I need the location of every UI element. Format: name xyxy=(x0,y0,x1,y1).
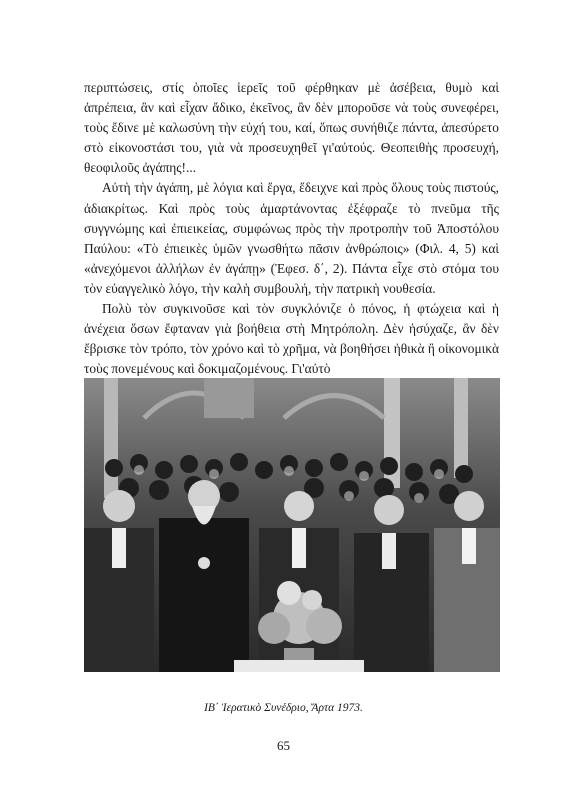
page-number: 65 xyxy=(277,738,290,753)
paragraph-1: περιπτώσεις, στίς ὁποῖες ἱερεῖς τοῦ φέρθηκαν μὲ ἀσέβεια, θυμὸ καὶ ἀπρέπεια, ἂν καὶ εἶχαν ἄδικο, ἐκεῖνος, ἂν δὲν μποροῦσε νὰ τοὺς συνεφέρει, τοὺς ἔδινε μὲ καλωσύνη τὴν εὐχή του, καί, ὅπως συνήθιζε πάντα, ἀπεσύρετο στὸ εἰκονοστάσι του, γιὰ νὰ προσευχηθεῖ γι'αὐτούς. Θεοπειθὴς προσευχή, θεοφιλοῦς ἀγάπης!... xyxy=(84,80,499,176)
figure-caption: ΙΒ΄ Ἱερατικὸ Συνέδριο, Ἄρτα 1973. xyxy=(204,702,363,714)
paragraph-2: Αὐτὴ τὴν ἀγάπη, μὲ λόγια καὶ ἔργα, ἔδειχνε καὶ πρὸς ὅλους τοὺς πιστούς, ἀδιακρίτως. Καὶ πρὸς τοὺς ἁμαρτάνοντας ἐξέφραζε τὸ πνεῦμα τῆς συγγνώμης καὶ ἐπιεικείας, συμφώνως πρὸς τὴν προτροπὴν τοῦ Ἀποστόλου Παύλου: «Τὸ ἐπιεικὲς ὑμῶν γνωσθήτω πᾶσιν ἀνθρώποις» (Φιλ. 4, 5) καὶ «ἀνεχόμενοι ἀλλήλων ἐν ἀγάπῃ» (Ἐφεσ. δ΄, 2). Πάντα εἶχε στὸ στόμα του τὸν εὐαγγελικὸ λόγο, τὴν καλὴ συμβουλή, τὴν πατρικὴ νουθεσία. xyxy=(84,180,499,296)
paragraph-3: Πολὺ τὸν συγκινοῦσε καὶ τὸν συγκλόνιζε ὁ πόνος, ἡ φτώχεια καὶ ἡ ἀνέχεια ὅσων ἔφταναν γιὰ βοήθεια στὴ Μητρόπολη. Δὲν ἡσύχαζε, ἂν δὲν ἔβρισκε τὸν τρόπο, τὸν χρόνο καὶ τὸ χρῆμα, νὰ βοηθήσει ἠθικὰ ἢ οἰκονομικὰ τοὺς πονεμένους καὶ δοκιμαζομένους. Γι'αὐτὸ xyxy=(84,301,499,377)
body-text xyxy=(84,78,499,379)
group-photo xyxy=(84,378,500,672)
